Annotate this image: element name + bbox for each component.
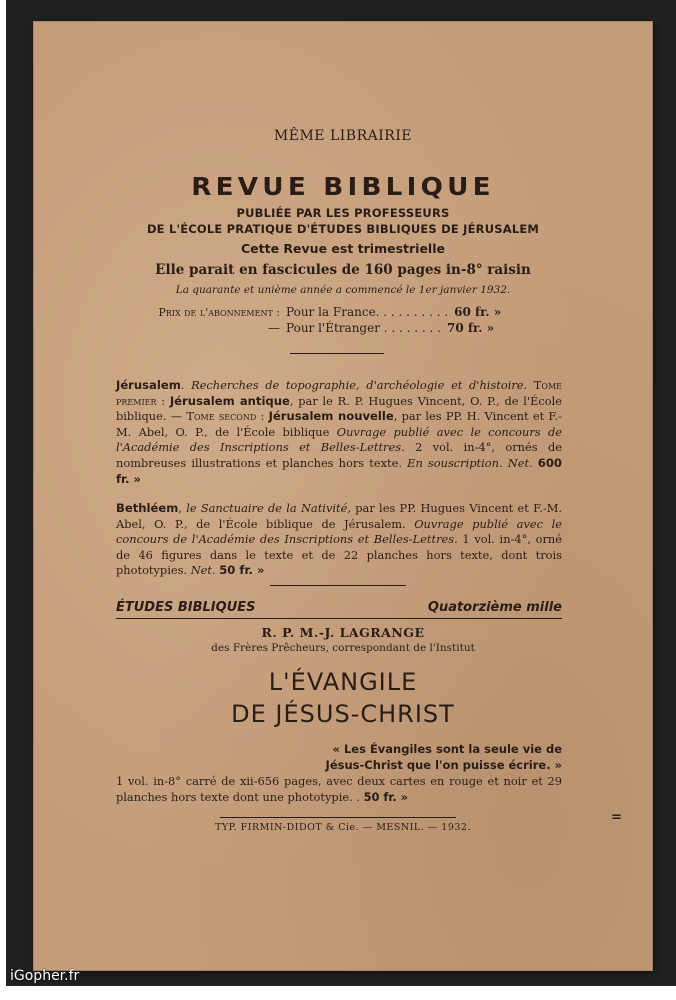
jerusalem-subtitle: Recherches de topographie, d'archéologie et d'histoire. <box>191 378 528 392</box>
price-target: Pour l'Étranger . . . . . . . . <box>286 321 441 335</box>
tome1-rest: , par le R. P. Hugues Vincent, O. P., de l'École biblique. — <box>116 393 563 424</box>
bethleem-details: 1 vol. in-4°, orné de 46 figures dans le texte et de 22 planches hors texte, dont trois phototypies. <box>116 532 562 578</box>
meme-librairie-heading: MÊME LIBRAIRIE <box>273 128 413 144</box>
jerusalem-souscription: En souscription. Net. <box>407 455 533 470</box>
tome2-label: Tome second : <box>186 409 265 424</box>
quote-line-2: Jésus-Christ que l'on puisse écrire. » <box>325 758 562 772</box>
author-name: R. P. M.-J. LAGRANGE <box>261 625 425 640</box>
jerusalem-academie: Ouvrage publié avec le concours de l'Académie des Inscriptions et Belles-Lettres. <box>116 424 562 455</box>
jerusalem-title: Jérusalem <box>116 378 181 392</box>
bethleem-authors: par les PP. Hugues Vincent et F.-M. Abel, O. P., de l'École biblique de Jérusalem. <box>116 501 562 531</box>
publisher-line-2: DE L'ÉCOLE PRATIQUE D'ÉTUDES BIBLIQUES DE JÉRUSALEM <box>146 222 540 236</box>
format-line: Elle parait en fascicules de 160 pages in-8° raisin <box>155 262 531 278</box>
revue-biblique-title: REVUE BIBLIQUE <box>191 172 495 201</box>
price-label: — <box>268 321 280 335</box>
jerusalem-details: 2 vol. in-4°, ornés de nombreuses illustrations et planches hors texte. <box>116 440 562 470</box>
price-target: Pour la France. . . . . . . . . . <box>286 305 449 319</box>
scan-frame-left <box>0 0 6 1000</box>
quote-line-1: « Les Évangiles sont la seule vie de <box>332 742 562 756</box>
series-underline <box>116 618 562 619</box>
bethleem-net: Net. <box>190 563 216 578</box>
scan-frame-bottom <box>0 986 676 1000</box>
book-title-line-2: DE JÉSUS-CHRIST <box>231 700 455 728</box>
book-back-cover <box>34 22 652 970</box>
evangile-price: 50 fr. » <box>363 789 409 804</box>
tome1-label: Tome premier : <box>116 378 562 408</box>
price-amount: 70 fr. » <box>446 321 495 335</box>
divider-rule <box>270 585 406 586</box>
bethleem-price: 50 fr. » <box>219 563 265 578</box>
tome2-rest: , par les PP. H. Vincent et F.-M. Abel, O. P., de l'École biblique <box>116 409 563 439</box>
footer-rule <box>220 817 456 818</box>
author-role: des Frères Prêcheurs, correspondant de l'Institut <box>211 642 475 654</box>
bethleem-academie: Ouvrage publié avec le concours de l'Académie des Inscriptions et Belles-Lettres. <box>116 516 562 547</box>
year-note: La quarante et unième année a commencé le 1er janvier 1932. <box>175 284 511 296</box>
tome1-title: Jérusalem antique <box>169 393 290 408</box>
publisher-line-1: PUBLIÉE PAR LES PROFESSEURS <box>236 206 450 220</box>
book-title-line-1: L'ÉVANGILE <box>268 668 418 696</box>
price-row-etranger <box>112 321 572 335</box>
frequency-line: Cette Revue est trimestrielle <box>241 241 445 256</box>
evangile-details <box>116 774 562 805</box>
printer-imprint: TYP. FIRMIN-DIDOT & Cie. — MESNIL. — 1932. <box>214 822 471 833</box>
jerusalem-price: 600 fr. » <box>116 455 562 486</box>
edition-label: Quatorzième mille <box>427 600 562 615</box>
watermark-text: iGopher.fr <box>10 968 80 984</box>
divider-rule <box>290 353 384 354</box>
price-row-france <box>112 305 572 319</box>
evangile-details-text: 1 vol. in-8° carré de xii-656 pages, avec deux cartes en rouge et noir et 29 planches hors texte dont une phototypie. . <box>116 774 562 804</box>
price-amount: 60 fr. » <box>454 305 502 319</box>
tome2-title: Jérusalem nouvelle <box>268 409 394 424</box>
bethleem-title: Bethléem <box>116 501 179 515</box>
price-label: Prix de l'abonnement : <box>158 306 280 319</box>
side-mark: = <box>611 810 622 825</box>
jerusalem-entry: Jérusalem. Recherches de topographie, d'archéologie et d'histoire. Tome premier : Jérusalem antique, par le R. P. Hugues Vincent, O. P., de l'École biblique. — Tome second : Jérusalem nouvelle, par les PP. H. Vincent et F.-M. Abel, O. P., de l'École biblique Ouvrage publié avec le concours de l'Académie des Inscriptions et Belles-Lettres. 2 vol. in-4°, ornés de nombreuses illustrations et planches hors texte. En souscription. Net. 600 fr. » <box>116 378 563 486</box>
bethleem-entry: Bethléem, le Sanctuaire de la Nativité, par les PP. Hugues Vincent et F.-M. Abel, O. P., de l'École biblique de Jérusalem. Ouvrage publié avec le concours de l'Académie des Inscriptions et Belles-Lettres. 1 vol. in-4°, orné de 46 figures dans le texte et de 22 planches hors texte, dont trois phototypies. Net. 50 fr. » <box>116 501 562 578</box>
series-label: ÉTUDES BIBLIQUES <box>116 600 256 615</box>
bethleem-subtitle: le Sanctuaire de la Nativité, <box>186 501 351 515</box>
